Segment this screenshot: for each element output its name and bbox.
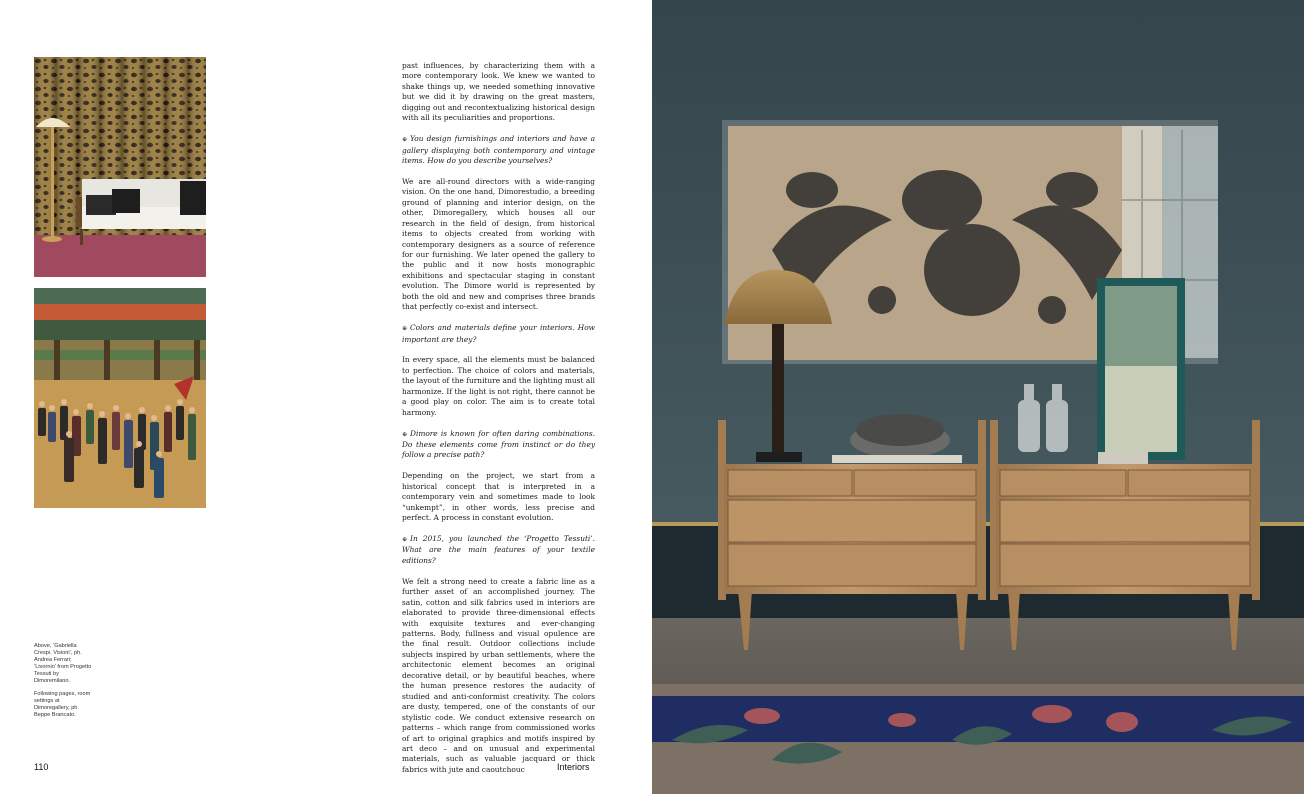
interview-answer: We felt a strong need to create a fabric line as a further asset of an accomplished journey. The satin, cotton and silk fabrics used in interiors are elaborated to provide three-dimensional effects with exquisite textures and ever-changing patterns. Body, fullness and visual opulence are the final result. Outdoor collections include subjects inspired by urban settlements, where the architectonic element becomes an original decorative detail, or by beautiful beaches, where the human presence restores the audacity of studied and anti-conformist creativity. The colors are dusty, tempered, one of the constants of our stylistic code. We conduct extensive research on patterns – which range from commissioned works of art to original graphics and motifs inspired by art deco – and on unusual and experimental materials, such as valuable jacquard or thick fabrics with jute and caoutchouc	[402, 576, 595, 774]
section-label: Interiors	[557, 762, 590, 772]
interview-question: ⊕ You design furnishings and interiors and have a gallery displaying both contemporary and vintage items. How do you describe yourselves?	[402, 134, 595, 166]
caption-following: Following pages, room settings at Dimoregallery, ph. Beppe Brancato.	[34, 691, 91, 718]
question-marker-icon: ⊕	[402, 136, 408, 144]
question-marker-icon: ⊕	[402, 535, 408, 543]
photo-sideboard-interior	[652, 0, 1304, 794]
interview-question: ⊕ Dimore is known for often daring combinations. Do these elements come from instinct or do they follow a precise path?	[402, 428, 595, 460]
interview-answer: In every space, all the elements must be balanced to perfection. The choice of colors and materials, the layout of the furniture and the lighting must all harmonize. If the light is not right, there cannot be a good play on color. The aim is to create total harmony.	[402, 355, 595, 417]
page-number: 110	[34, 762, 49, 772]
photo-caption	[34, 643, 94, 725]
photo-crowd-illustration	[34, 288, 206, 508]
article-paragraph: past influences, by characterizing them with a more contemporary look. We knew we wanted to shake things up, we needed something innovative but we did it by drawing on the great masters, digging out and recontextualizing historical design with all its peculiarities and proportions.	[402, 61, 595, 123]
interview-answer: We are all-round directors with a wide-ranging vision. On the one hand, Dimorestudio, a breeding ground of planning and interior design, on the other, Dimoregallery, which houses all our research in the field of design, from historical items to objects created from working with contemporary designers as a source of reference for our furnishing. We later opened the gallery to the public and it now hosts monographic exhibitions and spectacular staging in constant evolution. The Dimore world is represented by both the old and new and comprises three brands that perfectly co-exist and intersect.	[402, 176, 595, 312]
article-column	[402, 61, 595, 786]
caption-above: Above, ‘Gabriella Crespi. Visioni’, ph. Andrea Ferrari; ‘Livornio’ from Progetto Tessuti by Dimoremilano.	[34, 643, 92, 684]
interview-answer: Depending on the project, we start from a historical concept that is interpreted in a contemporary vein and sometimes made to look “unkempt”, in other words, less precise and perfect. A process in constant evolution.	[402, 471, 595, 523]
question-marker-icon: ⊕	[402, 325, 408, 333]
interview-question: ⊕ In 2015, you launched the ‘Progetto Tessuti’. What are the main features of your textile editions?	[402, 533, 595, 565]
question-marker-icon: ⊕	[402, 430, 408, 438]
photo-leopard-interior	[34, 57, 206, 277]
interview-question: ⊕ Colors and materials define your interiors. How important are they?	[402, 323, 595, 344]
